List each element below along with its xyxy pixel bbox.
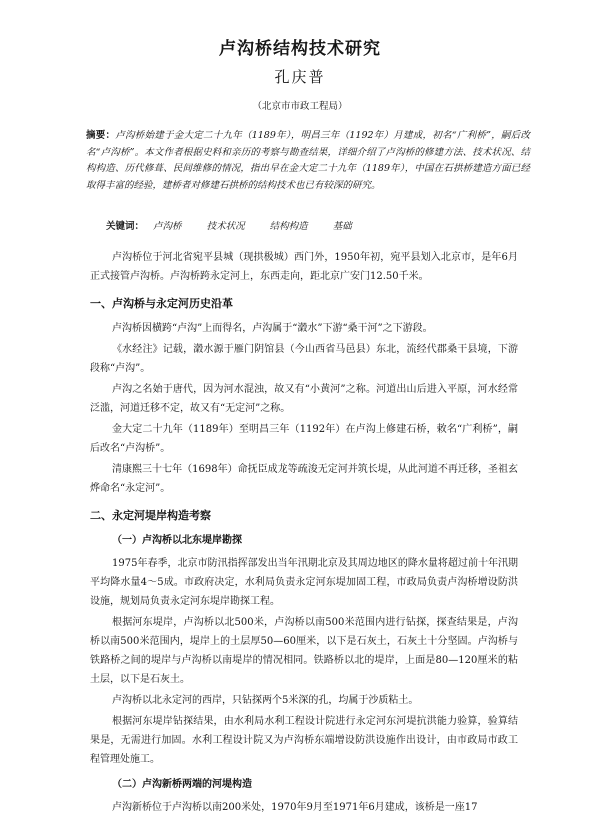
paragraph: 根据河东堤岸钻探结果，由水利局水利工程设计院进行永定河东河堤抗洪能力验算，验算结果是，无需进行加固。水利工程设计院又为卢沟桥东端增设防洪设施作出设计，由市政局市政工程管理处施工。	[90, 716, 518, 765]
section-heading: 一、卢沟桥与永定河历史沿革	[90, 297, 233, 310]
intro-paragraph: 卢沟桥位于河北省宛平县城（现拱极城）西门外，1950年初，宛平县划入北京市，是年6月正式接管卢沟桥。卢沟桥跨永定河上，东西走向，距北京广安门12.50千米。	[90, 252, 518, 282]
paragraph: 金大定二十九年（1189年）至明昌三年（1192年）在卢沟上修建石桥，敕名“广利桥”，嗣后改名“卢沟桥”。	[90, 424, 518, 454]
paragraph: 《水经注》记载，瀔水源于雁门阴馆县（今山西省马邑县）东北，流经代郡桑干县境，下游段称“卢沟”。	[90, 344, 518, 374]
paragraph: 清康熙三十七年（1698年）命抚臣成龙等疏浚无定河并筑长堤，从此河道不再迁移，圣祖玄烨命名“永定河”。	[90, 464, 518, 494]
paper-title: 卢沟桥结构技术研究	[219, 39, 381, 59]
keyword: 卢沟桥	[153, 221, 182, 232]
paper-body	[90, 248, 518, 819]
paragraph: 根据河东堤岸，卢沟桥以北500米，卢沟桥以南500米范围内进行钻探，探查结果是，卢沟桥以南500米范围内，堤岸上的土层厚50—60厘米，以下是石灰土，石灰土十分坚固。卢沟桥与铁路桥之间的堤岸与卢沟桥以南堤岸的情况相同。铁路桥以北的堤岸，上面是80—120厘米的粘土层，以下是石灰土。	[90, 617, 518, 685]
abstract-label: 摘要：	[86, 130, 116, 141]
keyword: 技术状况	[206, 221, 245, 232]
abstract-text: 卢沟桥始建于金大定二十九年（1189年），明昌三年（1192年）月建成，初名“广利桥”，嗣后改名“卢沟桥”。本文作者根据史料和亲历的考察与勘查结果，详细介绍了卢沟桥的修建方法、技术状况、结构构造、历代修葺、民间维修的情况，指出早在金大定二十九年（1189年），中国在石拱桥建造方面已经取得丰富的经验，建桥者对修建石拱桥的结构技术也已有较深的研究。	[86, 130, 530, 191]
paragraph: 卢沟桥因横跨“卢沟”上而得名，卢沟属于“瀔水”下游“桑干河”之下游段。	[112, 323, 433, 334]
paragraph: 卢沟桥以北永定河的西岸，只钻探两个5米深的孔，均属于沙质粘土。	[112, 695, 419, 706]
keywords-label: 关键词：	[106, 221, 145, 232]
paragraph: 卢沟新桥位于卢沟桥以南200米处，1970年9月至1971年6月建成，该桥是一座17	[112, 802, 478, 813]
subsection-heading: （一）卢沟桥以北东堤岸勘探	[112, 535, 242, 546]
keywords	[106, 218, 536, 232]
keyword: 基础	[332, 221, 352, 232]
author-affiliation: （北京市市政工程局）	[252, 101, 348, 112]
abstract	[86, 128, 530, 194]
paragraph: 卢沟之名始于唐代，因为河水混浊，故又有“小黄河”之称。河道出山后进入平原，河水经常泛滥，河道迁移不定，故又有“无定河”之称。	[90, 384, 518, 414]
keyword: 结构构造	[269, 221, 308, 232]
subsection-heading: （二）卢沟新桥两端的河堤构造	[112, 779, 252, 790]
paragraph: 1975年春季，北京市防汛指挥部发出当年汛期北京及其周边地区的降水量将超过前十年汛期平均降水量4～5成。市政府决定，水利局负责永定河东堤加固工程，市政局负责卢沟桥增设防洪设施，规划局负责永定河东堤岸勘探工程。	[90, 558, 518, 607]
section-heading: 二、永定河堤岸构造考察	[90, 509, 211, 522]
author-name: 孔庆普	[274, 68, 326, 86]
